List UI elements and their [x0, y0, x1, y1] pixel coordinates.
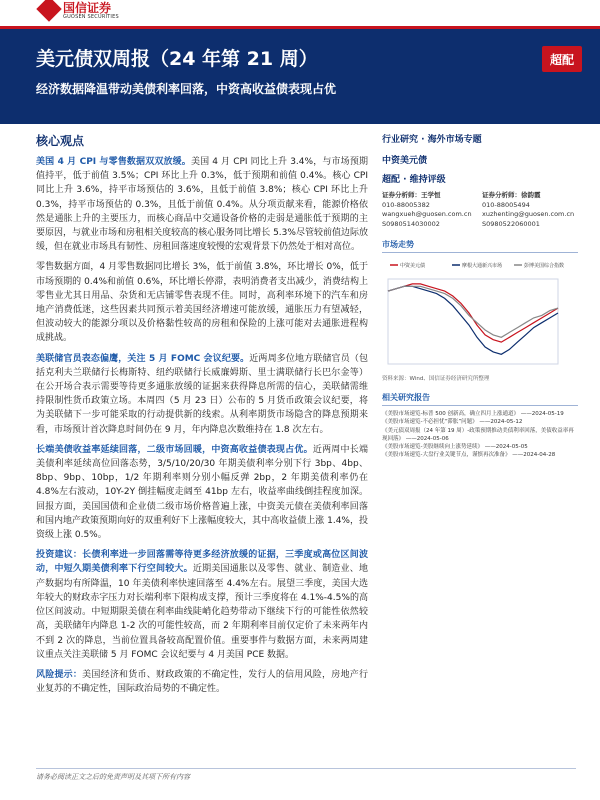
logo-name-cn: 国信证券 — [63, 1, 112, 15]
analyst-title: 证券分析师：王学恒 — [382, 191, 441, 199]
main-content — [36, 132, 368, 702]
paragraph-body: 美国 4 月 CPI 同比上升 3.4%，与市场预期值持平，低于前值 3.5%；CPI 环比上升 0.3%，低于预期和前值 0.4%。核心 CPI 同比上升 3.6%，持平市场预估的 3.6%，且低于前值 3.8%；核心 CPI 环比上升 0.3%，持平市场预估的 0.3%，且低于前值 0.4%。从分项贡献来看，能源价格依然是通胀上升的主要压力，而核心商品中交通设备价格的走弱是通胀低于预期的主要原因，与就业市场和房租相关度较高的核心服务同比增长 5.3%尽管较前值边际放缓，但在就业市场具有韧性、房租回落速度较慢的宏观背景下仍然处于相对高位。 — [36, 157, 368, 253]
analyst-card — [482, 191, 578, 229]
logo — [40, 0, 119, 22]
sidebar — [382, 132, 578, 460]
page-subtitle: 经济数据降温带动美债利率回落，中资高收益债表现占优 — [36, 82, 337, 96]
category-label: 中资美元债 — [382, 156, 428, 166]
report-link[interactable]: 《美股市场速览-大盘行业关键节点，谨慎再次准备》 ——2024-04-28 — [382, 452, 556, 459]
footer-divider — [36, 768, 576, 769]
paragraph-body: 近两周多位地方联储官员（包括克利夫兰联储行长梅斯特、纽约联储行长威廉姆斯、里士满联储行长巴尔金等）在公开场合表示需要等待更多通胀放缓的证据来获得降息所需的信心，美联储需维持限制性货币政策立场。本周四（5 月 23 日）公布的 5 月货币政策会议纪要，将为美联储下一步可能采取的行动提供新的线索。从利率期货市场隐含的降息预期来看，市场预计首次降息时间仍在 9 月，年内降息次数维持在 1.8 次左右。 — [36, 353, 368, 435]
logo-name-en: GUOSEN SECURITIES — [63, 14, 119, 20]
paragraph-body: 近期美国通胀以及零售、就业、制造业、地产数据均有所降温，10 年美债利率快速回落至 4.4%左右。展望三季度，美国大选年较大的财政赤字压力对长端利率下限构成支撑，预计三季度将在 4.1%-4.5%的高位区间波动。中短期限美债在利率曲线陡峭化趋势带动下继续下行的可能性依然较高，美联储年内降息 1-2 次的可能性较高，而 2 年期利率目前仅定价了未来两年内不到 2 次的降息，当前位置具备较高配置价值。重要事件与数据方面，未来两周建议重点关注美联储 5 月 FOMC 会议纪要与 4 月美国 PCE 数据。 — [36, 564, 368, 660]
paragraph — [36, 548, 368, 662]
chart-source: 资料来源：Wind、国信证券经济研究所整理 — [382, 376, 490, 382]
analyst-email[interactable]: xuzhenting@guosen.com.cn — [482, 210, 575, 218]
logo-icon — [36, 0, 61, 22]
paragraph-body: 近两周中长端美债利率延续高位回落态势，3/5/10/20/30 年期美债利率分别下行 3bp、4bp、8bp、9bp、10bp，1/2 年期利率则分别小幅反弹 2bp，2 年期美债利率仍在 4.8%左右波动，10Y-2Y 倒挂幅度走阔至 41bp 左右，收益率曲线倒挂程度加深。回报方面，美国国债和企业债二级市场价格普遍上涨，中资美元债在美债利率回落和国内地产政策预期向好的双重利好下上涨幅度较大，其中高收益债上涨 1.4%，投资级上涨 0.5%。 — [36, 444, 368, 541]
paragraph — [36, 352, 368, 437]
section-title: 核心观点 — [36, 134, 85, 148]
rating-label: 超配 · 维持评级 — [382, 175, 446, 185]
paragraph — [36, 155, 368, 254]
series-line — [388, 284, 558, 342]
market-trend-chart — [382, 257, 578, 372]
legend-label: 彭博美国综合指数 — [524, 263, 565, 269]
footer-disclaimer: 请务必阅读正文之后的免责声明及其项下所有内容 — [36, 773, 190, 781]
report-link[interactable]: 《美元债双周报（24 年第 19 周）-政策预期推动美债利率回落，美债收益率再现回落》 ——2024-05-06 — [382, 427, 574, 442]
chart-svg — [382, 257, 578, 372]
header-stripe — [0, 26, 600, 29]
logo-bar — [0, 0, 600, 26]
paragraph — [36, 443, 368, 542]
analyst-list — [382, 191, 578, 229]
paragraph-lead: 美国 4 月 CPI 与零售数据双双放缓。 — [36, 157, 191, 167]
paragraph — [36, 260, 368, 345]
paragraph — [36, 668, 368, 696]
series-line — [388, 286, 558, 337]
report-link[interactable]: 《美股市场速览-美股继续向上涨势延续》 ——2024-05-05 — [382, 444, 528, 451]
rating-badge: 超配 — [542, 46, 582, 72]
paragraph-lead: 美联储官员表态偏鹰，关注 5 月 FOMC 会议纪要。 — [36, 353, 250, 364]
legend-label: 摩根大通新兴市场 — [462, 263, 503, 269]
legend-label: 中资美元债 — [400, 263, 426, 269]
analyst-cert: S0980522060001 — [482, 219, 540, 228]
series-line — [388, 286, 558, 354]
analyst-email[interactable]: wangxueh@guosen.com.cn — [382, 210, 472, 218]
report-list — [382, 410, 578, 460]
paragraph-lead: 投资建议：长债利率进一步回落需等待更多经济放缓的证据，三季度或高位区间波动，中短久期美债利率下行空间较大。 — [36, 550, 368, 575]
analyst-phone: 010-88005494 — [482, 200, 530, 209]
reports-title: 相关研究报告 — [382, 392, 578, 406]
chart-frame — [388, 279, 558, 364]
paragraph-body: 零售数据方面，4 月零售数据同比增长 3%，低于前值 3.8%，环比增长 0%，低于市场预期的 0.4%和前值 0.6%，环比增长停滞，表明消费者支出减少，消费结构上零售业尤其日用品、杂货和无店铺零售表现不佳。同时，高利率环境下的汽车和房地产消费低迷，这些因素共同预示着美国经济增速可能放缓，通胀压力有望减轻，但波动较大的能源分项以及价格黏性较高的房租和保险的上涨可能对去通胀进程构成挑战。 — [36, 262, 368, 344]
analyst-cert: S0980514030002 — [382, 219, 440, 228]
paragraph-lead: 风险提示： — [36, 669, 83, 680]
analyst-title: 证券分析师：徐韵霞 — [482, 191, 541, 199]
paragraph-lead: 长端美债收益率延续回落，二级市场回暖，中资高收益债表现占优。 — [36, 444, 313, 455]
report-link[interactable]: 《美股市场速览-标普 500 创新高，确立四月上涨通道》 ——2024-05-19 — [382, 411, 564, 417]
analyst-phone: 010-88005382 — [382, 200, 430, 209]
analyst-card — [382, 191, 478, 229]
chart-title: 市场走势 — [382, 239, 578, 253]
report-link[interactable]: 《美股市场速览-不必担忧“滞胀”问题》 ——2024-05-12 — [382, 419, 523, 426]
page-title: 美元债双周报（24 年第 21 周） — [36, 48, 318, 70]
paragraph-body: 美国经济和货币、财政政策的不确定性，发行人的信用风险，房地产行业复苏的不确定性，国际政治局势的不确定性。 — [36, 669, 368, 695]
header-banner — [0, 26, 600, 124]
industry-label: 行业研究 · 海外市场专题 — [382, 135, 482, 145]
